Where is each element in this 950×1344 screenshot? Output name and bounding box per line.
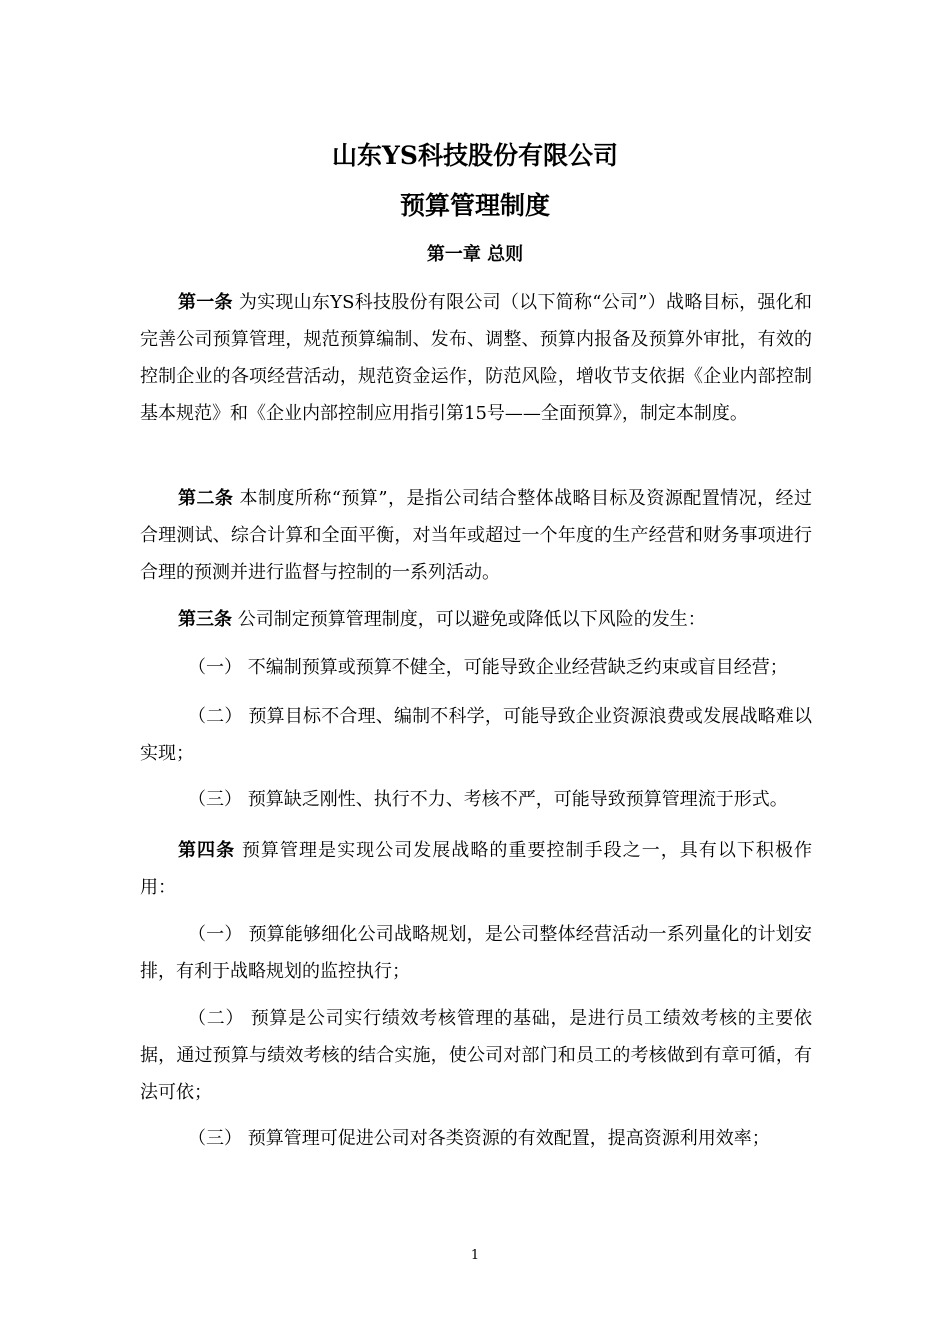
article-4-item-3 [140, 1120, 812, 1157]
article-3 [140, 601, 812, 638]
article-2 [140, 480, 812, 591]
page-number: 1 [470, 1248, 480, 1263]
article-label: 第一条 [178, 292, 233, 313]
item-label: （一） [188, 657, 242, 678]
item-label: （一） [188, 924, 243, 945]
article-1 [140, 284, 812, 432]
article-3-item-2 [140, 698, 812, 772]
article-label: 第三条 [178, 609, 232, 630]
article-label: 第二条 [178, 488, 234, 509]
article-text: 为实现山东YS科技股份有限公司（以下简称“公司”）战略目标，强化和完善公司预算管理，规范预算编制、发布、调整、预算内报备及预算外审批，有效的控制企业的各项经营活动，规范资金运作，防范风险，增收节支依据《企业内部控制基本规范》和《企业内部控制应用指引第15号——全面预算》，制定本制度。 [140, 292, 812, 424]
item-text: 预算能够细化公司战略规划，是公司整体经营活动一系列量化的计划安排，有利于战略规划的监控执行； [140, 924, 812, 982]
item-text: 预算管理可促进公司对各类资源的有效配置，提高资源利用效率； [247, 1128, 770, 1149]
chapter-heading: 第一章 总则 [426, 244, 524, 265]
article-4-item-1 [140, 916, 812, 990]
article-4 [140, 832, 812, 906]
item-label: （二） [188, 1008, 245, 1029]
document-title: 预算管理制度 [399, 191, 550, 220]
article-3-item-3 [140, 781, 812, 818]
article-text: 预算管理是实现公司发展战略的重要控制手段之一，具有以下积极作用： [140, 840, 812, 898]
article-3-item-1 [140, 649, 812, 686]
company-title: 山东YS科技股份有限公司 [332, 141, 618, 170]
item-text: 预算是公司实行绩效考核管理的基础，是进行员工绩效考核的主要依据，通过预算与绩效考核的结合实施，使公司对部门和员工的考核做到有章可循，有法可依； [140, 1008, 813, 1103]
article-label: 第四条 [178, 840, 236, 861]
item-label: （三） [188, 789, 242, 810]
article-4-item-2 [140, 1000, 812, 1111]
item-label: （三） [188, 1128, 242, 1149]
article-text: 本制度所称“预算”，是指公司结合整体战略目标及资源配置情况，经过合理测试、综合计算和全面平衡，对当年或超过一个年度的生产经营和财务事项进行合理的预测并进行监督与控制的一系列活动。 [140, 488, 812, 583]
item-text: 预算缺乏刚性、执行不力、考核不严，可能导致预算管理流于形式。 [247, 789, 788, 810]
item-label: （二） [188, 706, 243, 727]
item-text: 预算目标不合理、编制不科学，可能导致企业资源浪费或发展战略难以实现； [140, 706, 812, 764]
item-text: 不编制预算或预算不健全，可能导致企业经营缺乏约束或盲目经营； [247, 657, 788, 678]
article-text: 公司制定预算管理制度，可以避免或降低以下风险的发生： [237, 609, 706, 630]
